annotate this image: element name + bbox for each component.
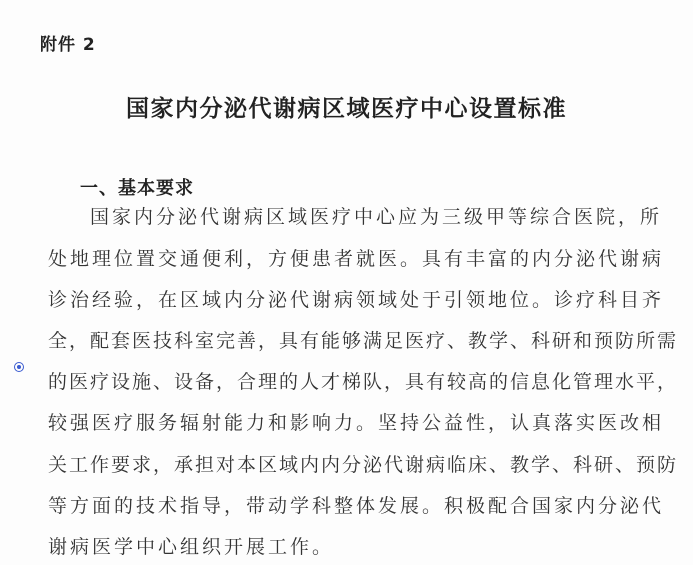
body-line-4: 全，配套医技科室完善，具有能够满足医疗、教学、科研和预防所需 [48, 330, 679, 352]
document-title: 国家内分泌代谢病区域医疗中心设置标准 [126, 96, 567, 122]
body-line-5: 的医疗设施、设备，合理的人才梯队，具有较高的信息化管理水平， [48, 371, 679, 393]
section-heading: 一、基本要求 [80, 178, 194, 199]
body-line-8: 等方面的技术指导，带动学科整体发展。积极配合国家内分泌代 [48, 495, 665, 517]
body-line-1: 国家内分泌代谢病区域医疗中心应为三级甲等综合医院，所 [90, 206, 663, 228]
attachment-label: 附件 2 [40, 35, 96, 55]
body-line-3: 诊治经验，在区域内分泌代谢病领域处于引领地位。诊疗科目齐 [48, 289, 665, 311]
body-line-7: 关工作要求，承担对本区域内内分泌代谢病临床、教学、科研、预防 [48, 454, 679, 476]
body-line-2: 处地理位置交通便利，方便患者就医。具有丰富的内分泌代谢病 [48, 248, 665, 270]
body-line-6: 较强医疗服务辐射能力和影响力。坚持公益性，认真落实医改相 [48, 412, 665, 434]
margin-circle-icon [14, 362, 24, 372]
body-line-9: 谢病医学中心组织开展工作。 [48, 536, 335, 558]
